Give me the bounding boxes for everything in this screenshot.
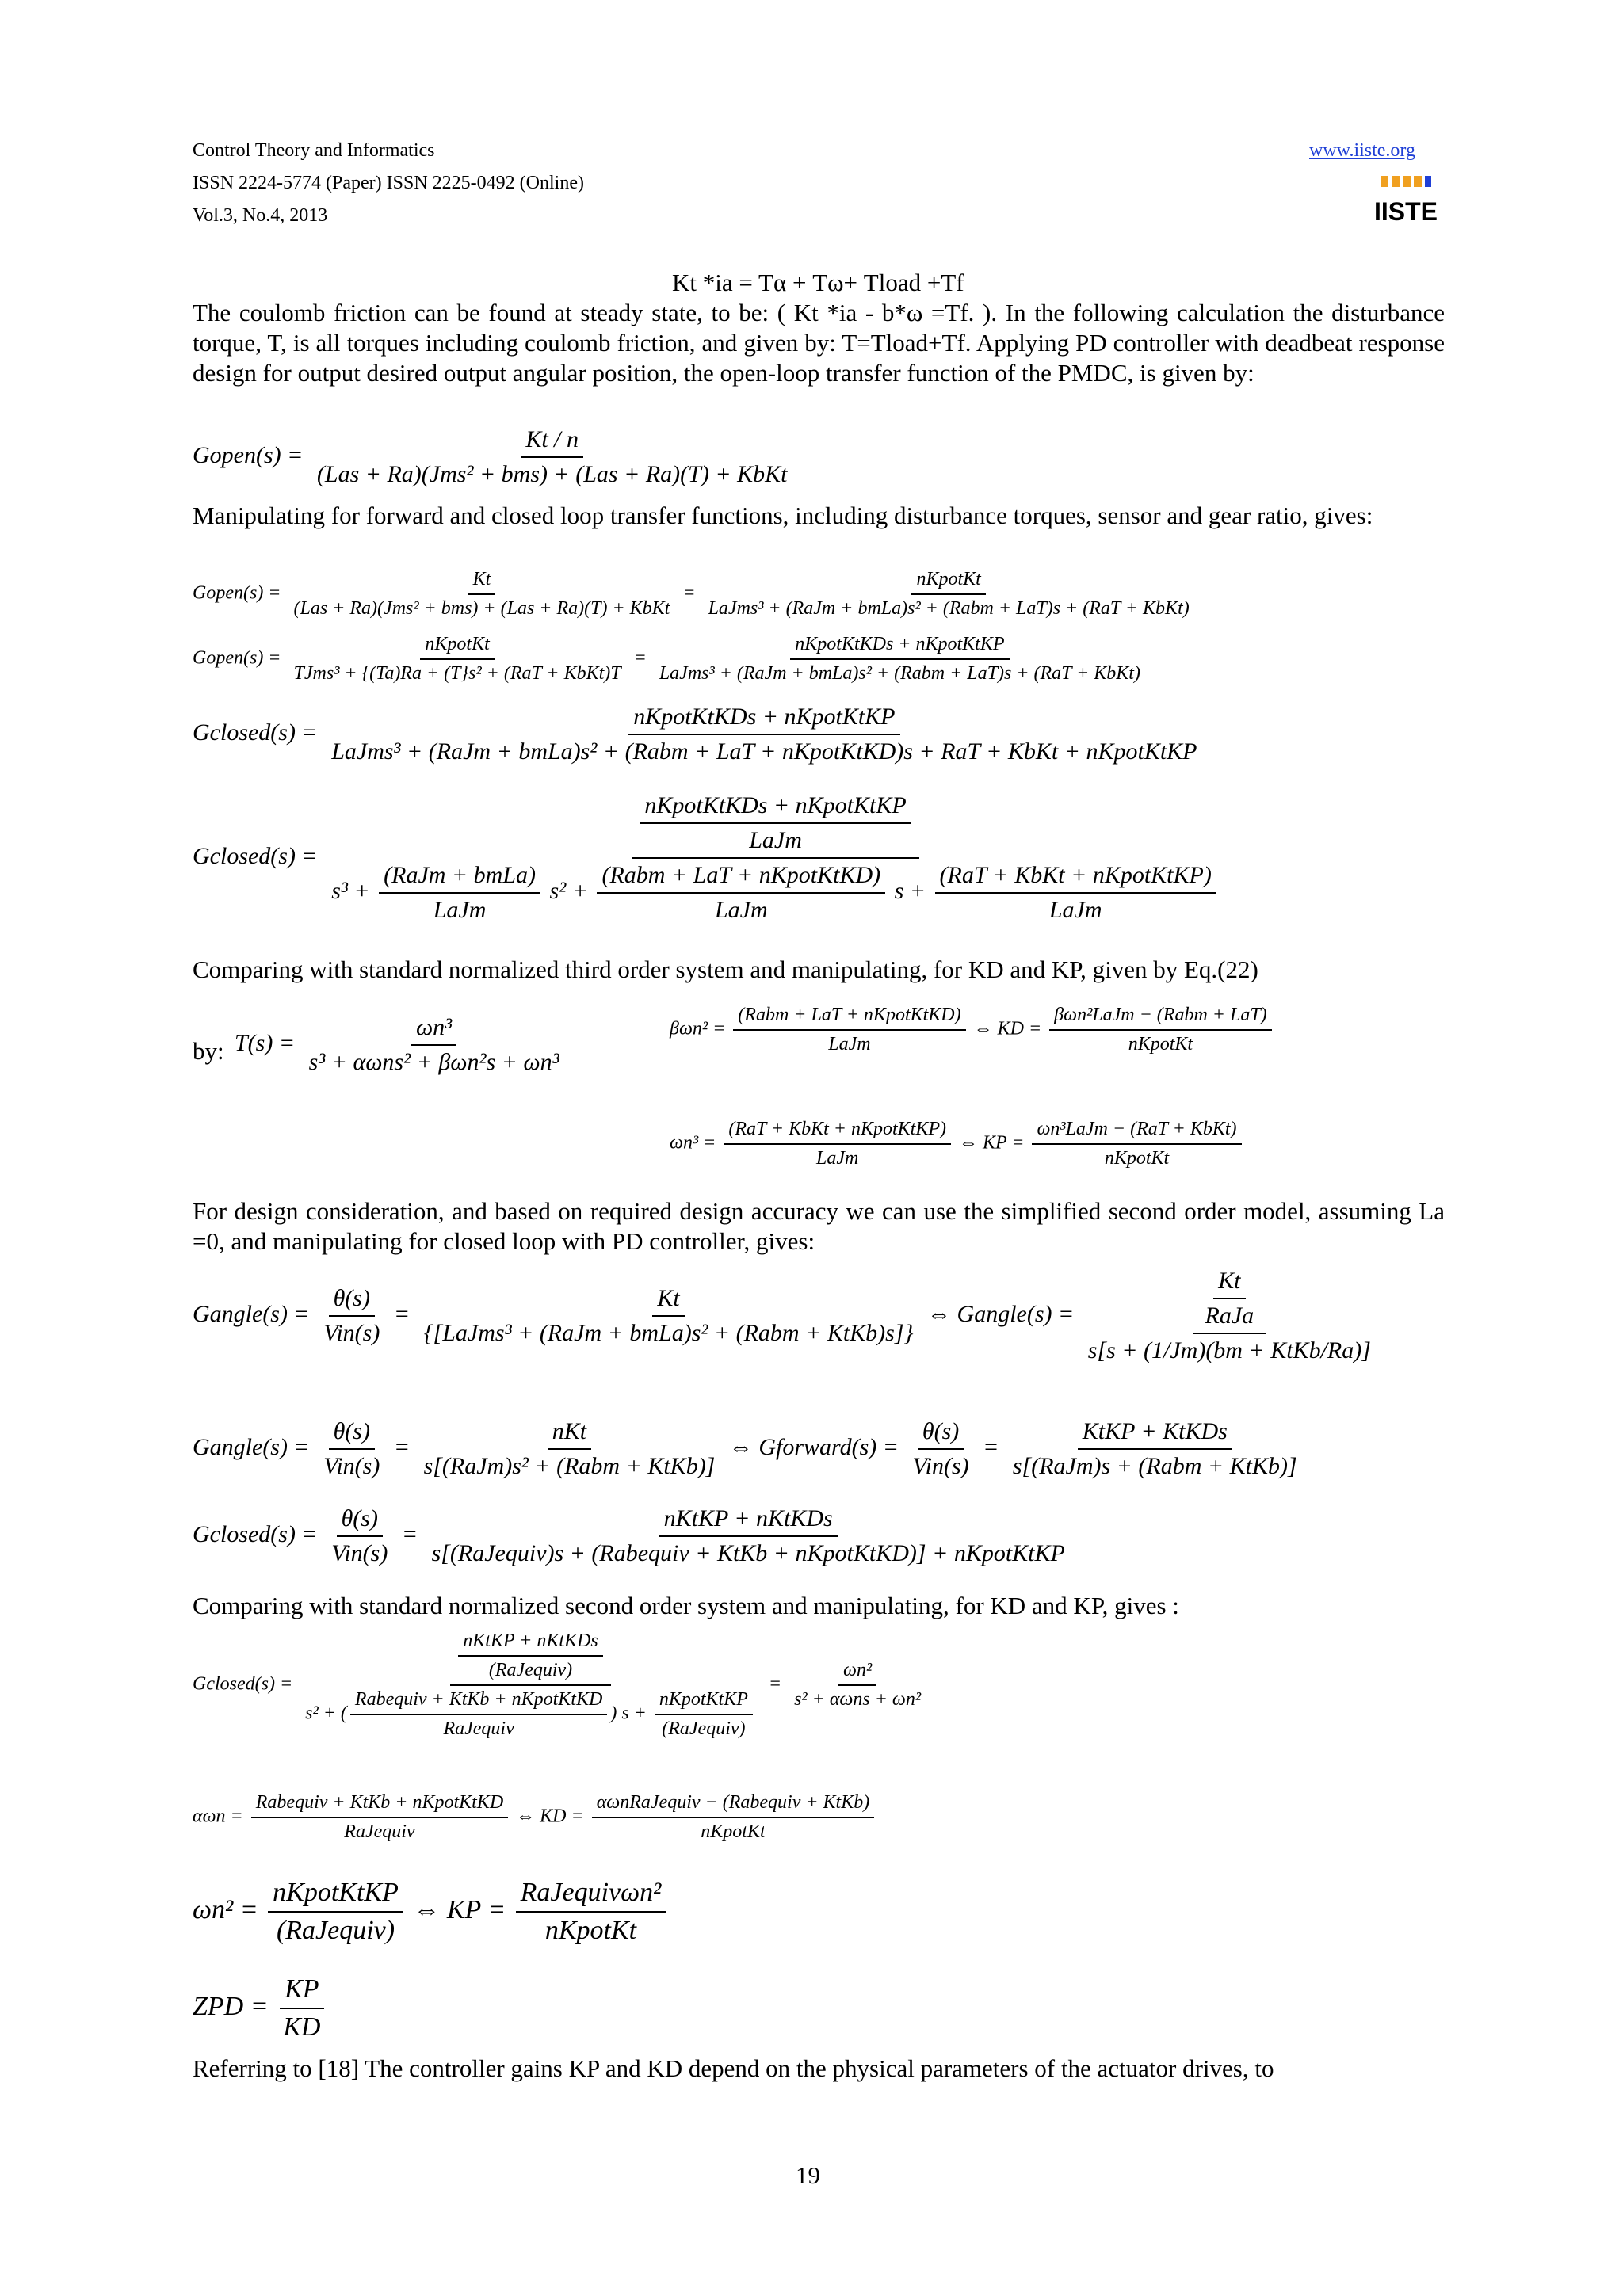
eq-lhs: ωn² = — [193, 1894, 258, 1924]
eq-coef-2-den: LaJm — [433, 897, 487, 923]
eq-inner-numerator: nKpotKtKDs + nKpotKtKP — [640, 792, 911, 824]
eq-numerator-3: θ(s) — [918, 1418, 964, 1450]
eq-lhs: Gclosed(s) = — [193, 1673, 293, 1695]
eq-lhs: Gclosed(s) = — [193, 719, 318, 746]
eq-lhs: ωn³ = — [670, 1132, 716, 1154]
equation-gangle-2: Gangle(s) = $\frac{\theta(s)}{\text{Vin(s)}}$ = $\frac{\text{nKt}}{\text{s[(RaJm)s² + (Rabm + KtKb)]}}$ ⇔ Gforward(s) = $\frac{\theta(s)}{\text{Vin(s)}}$ = $\frac{\text{KtKP + KtKDs}}{\text{s[(RaJm)s + (Rabm + KtKb)]}}$ — [193, 1418, 1305, 1480]
eq-denominator-2: s[(RaJm)s² + (Rabm + KtKb)] — [423, 1453, 716, 1479]
eq-denominator-2: LaJms³ + (RaJm + bmLa)s² + (Rabm + LaT)s + (RaT + KbKt) — [659, 663, 1140, 684]
eq-lhs: Gclosed(s) = — [193, 842, 318, 869]
equation-gclosed-4: Gclosed(s) = $\frac{\text{nKtKP + nKtKDs}}{\text{(RaJequiv)}}$ s² + ( $\frac{\text{Rabequiv + KtKb + nKpotKtKD}}{\text{RaJequiv}}$ ) s + $\frac{\text{nKpotKtKP}}{\text{(RaJequiv)}}$ = $\frac{\text{ωn²}}{\text{s² + αωns + ωn²}}$ — [193, 1630, 929, 1740]
eq-numerator-2: nKt — [548, 1418, 591, 1450]
eq-numerator: nKpotKtKP — [268, 1878, 403, 1913]
eq-numerator-2: Kt — [652, 1285, 684, 1317]
eq-inner-numerator: nKtKP + nKtKDs — [458, 1630, 602, 1657]
eq-denominator: TJms³ + {(Ta)Ra + (T}s² + (RaT + KbKt)T — [293, 663, 621, 684]
eq-lhs: αωn = — [193, 1806, 243, 1827]
eq-numerator: θ(s) — [329, 1418, 375, 1450]
equation-gclosed-2 — [193, 792, 1228, 924]
eq-s2-term: s² + — [305, 1703, 336, 1724]
eq-numerator: Kt / n — [521, 426, 583, 458]
eq-lhs: Gopen(s) = — [193, 582, 281, 604]
eq-denominator-2: nKpotKt — [1104, 1148, 1170, 1169]
eq-lhs: Gangle(s) = — [193, 1433, 310, 1460]
eq-denominator-2: s[(RaJequiv)s + (Rabequiv + KtKb + nKpotKtKD)] + nKpotKtKP — [431, 1540, 1065, 1566]
eq-denominator: Vin(s) — [331, 1540, 388, 1566]
eq-numerator-2: nKpotKtKDs + nKpotKtKP — [790, 634, 1009, 660]
eq-numerator-2: βωn²LaJm − (Rabm + LaT) — [1049, 1005, 1272, 1031]
eq-denominator: LaJm — [828, 1034, 871, 1055]
equation-kp-second-order — [193, 1878, 669, 1946]
eq-coef-0-den: LaJm — [1048, 897, 1102, 923]
paragraph-second-order-model: For design consideration, and based on required design accuracy we can use the simplified second order model, assuming La =0, and manipulating for closed loop with PD controller, gives: — [193, 1197, 1445, 1255]
paragraph-coulomb-friction: The coulomb friction can be found at steady state, to be: ( Kt *ia - b*ω =Tf. ). In the following calculation the disturbance torque, T, is all torques including coulomb friction, and given by: T=Tload+Tf. Applying PD controller with deadbeat response design for output desired output angular position, the open-loop transfer function of the PMDC, is given by: — [193, 299, 1445, 387]
eq-denominator: (Las + Ra)(Jms² + bms) + (Las + Ra)(T) + KbKt — [293, 598, 670, 619]
equation-gclosed-1 — [193, 704, 1205, 765]
eq-numerator-2: ωn³LaJm − (RaT + KbKt) — [1032, 1119, 1241, 1145]
eq-equivalence: ⇔ KP = — [959, 1132, 1025, 1154]
eq-lhs: T(s) = — [235, 1029, 296, 1056]
paragraph-referring: Referring to [18] The controller gains KP and KD depend on the physical parameters of the actuator drives, to — [193, 2054, 1274, 2082]
eq-s1-term: s + — [894, 877, 926, 904]
volume-line: Vol.3, No.4, 2013 — [193, 205, 328, 226]
eq-denominator-2: {[LaJms³ + (RaJm + bmLa)s² + (Rabm + KtKb)s]} — [423, 1320, 914, 1346]
eq-rhs-numerator: ωn² — [838, 1660, 876, 1686]
issn-line: ISSN 2224-5774 (Paper) ISSN 2225-0492 (Online) — [193, 173, 584, 193]
eq-coef-0: (RaT + KbKt + nKpotKtKP) — [935, 862, 1216, 894]
eq-denominator-4: s[(RaJm)s + (Rabm + KtKb)] — [1012, 1453, 1297, 1479]
eq-equivalence: ⇔ KP = — [413, 1894, 506, 1924]
eq-numerator-2: nKpotKt — [911, 569, 985, 595]
website-link[interactable]: www.iiste.org — [1309, 140, 1415, 161]
eq-equivalence: ⇔ Gangle(s) = — [927, 1300, 1075, 1327]
torque-equation: Kt *ia = Tα + Tω+ Tload +Tf — [672, 269, 964, 296]
equation-gangle-1: Gangle(s) = $\frac{\theta(s)}{\text{Vin(s)}}$ = $\frac{Kt}{\text{\{[LaJms³ + (RaJm + bmLa)s² + (Rabm + KtKb)s]\}}}$ ⇔ Gangle(s) = $\frac{\frac{Kt}{\text{RaJa}}}{\text{s[s + (1/Jm)(bm + KtKb/Ra)]}}$ — [193, 1268, 1379, 1364]
eq-numerator-2: RaJequivωn² — [516, 1878, 666, 1913]
eq-numerator: KP — [280, 1974, 323, 2009]
eq-numerator: (Rabm + LaT + nKpotKtKD) — [733, 1005, 965, 1031]
eq-numerator-2: nKtKP + nKtKDs — [659, 1505, 838, 1537]
equation-kd-second-order — [193, 1792, 877, 1843]
eq-numerator-2: αωnRaJequiv − (Rabequiv + KtKb) — [592, 1792, 875, 1818]
eq-numerator: (RaT + KbKt + nKpotKtKP) — [724, 1119, 951, 1145]
equation-kd-third-order — [670, 1005, 1275, 1055]
paragraph-second-order-compare: Comparing with standard normalized second order system and manipulating, for KD and KP, gives : — [193, 1592, 1179, 1619]
eq-rhs-denominator: s² + αωns + ωn² — [794, 1689, 922, 1710]
eq-numerator: Kt — [468, 569, 496, 595]
eq-inner-denominator: (RaJequiv) — [488, 1660, 573, 1680]
eq-denominator: Vin(s) — [323, 1453, 380, 1479]
eq-s3-term: s³ + — [331, 877, 370, 904]
eq-coef-2: (RaJm + bmLa) — [379, 862, 540, 894]
eq-lhs: Gopen(s) = — [193, 441, 304, 468]
by-label: by: — [193, 1037, 224, 1065]
eq-numerator: Rabequiv + KtKb + nKpotKtKD — [251, 1792, 508, 1818]
eq-denominator-2: nKpotKt — [701, 1821, 766, 1842]
iiste-logo — [1373, 171, 1438, 228]
eq-coef-1-den: LaJm — [714, 897, 768, 923]
eq-denominator: (RaJequiv) — [276, 1916, 395, 1945]
eq-denominator: LaJms³ + (RaJm + bmLa)s² + (Rabm + LaT + nKpotKtKD)s + RaT + KbKt + nKpotKtKP — [331, 738, 1197, 765]
eq-equivalence: ⇔ KD = — [973, 1018, 1042, 1039]
eq-denominator-3: Vin(s) — [912, 1453, 969, 1479]
eq-s2-term: s² + — [549, 877, 588, 904]
eq-numerator-4: KtKP + KtKDs — [1078, 1418, 1232, 1450]
eq-denominator: (Las + Ra)(Jms² + bms) + (Las + Ra)(T) + KbKt — [316, 461, 788, 487]
eq-denominator-3: s[s + (1/Jm)(bm + KtKb/Ra)] — [1087, 1337, 1371, 1363]
paragraph-manipulating: Manipulating for forward and closed loop transfer functions, including disturbance torques, sensor and gear ratio, gives: — [193, 502, 1373, 529]
eq-raja: RaJa — [1205, 1302, 1254, 1329]
eq-denominator: Vin(s) — [323, 1320, 380, 1346]
eq-equivalence: ⇔ KD = — [516, 1806, 584, 1827]
eq-inner-denominator: LaJm — [749, 827, 802, 853]
eq-numerator: nKpotKtKDs + nKpotKtKP — [628, 704, 899, 735]
equation-gopen-3: Gopen(s) = $\frac{\text{nKpotKt}}{\text{TJms³ + \{(Ta)Ra + (T\}s² + (RaT + KbKt)T}}$ = $\frac{\text{nKpotKtKDs + nKpotKtKP}}{\text{LaJms³ + (RaJm + bmLa)s² + (Rabm + LaT)s + (RaT + KbKt)}}$ — [193, 634, 1148, 685]
eq-denominator: KD — [283, 2012, 321, 2042]
eq-coef-1: Rabequiv + KtKb + nKpotKtKD — [350, 1689, 607, 1715]
eq-denominator: s³ + αωns² + βωn²s + ωn³ — [308, 1049, 559, 1075]
equation-gopen-1 — [193, 426, 795, 488]
eq-lhs: Gopen(s) = — [193, 647, 281, 669]
paragraph-third-order: Comparing with standard normalized third order system and manipulating, for KD and KP, given by Eq.(22) — [193, 955, 1258, 983]
equation-gclosed-3: Gclosed(s) = $\frac{\theta(s)}{\text{Vin(s)}}$ = $\frac{\text{nKtKP + nKtKDs}}{\text{s[(RaJequiv)s + (Rabequiv + KtKb + nKpotKtKD)] + nKpotKtKP}}$ — [193, 1505, 1073, 1567]
equation-zpd — [193, 1974, 328, 2042]
eq-coef-0: nKpotKtKP — [655, 1689, 753, 1715]
eq-coef-0-den: (RaJequiv) — [662, 1718, 746, 1739]
eq-lhs: Gclosed(s) = — [193, 1520, 318, 1547]
equation-third-order-t — [235, 1014, 567, 1076]
eq-denominator: LaJm — [816, 1148, 859, 1169]
eq-s-term: s + — [621, 1703, 647, 1724]
eq-equals: = — [768, 1673, 782, 1695]
eq-lhs: Gangle(s) = — [193, 1300, 310, 1327]
eq-coef-1: (Rabm + LaT + nKpotKtKD) — [597, 862, 885, 894]
eq-numerator: θ(s) — [329, 1285, 375, 1317]
page-number: 19 — [796, 2161, 820, 2189]
equation-gopen-2: Gopen(s) = $\frac{Kt}{\text{(Las + Ra)(Jms² + bms) + (Las + Ra)(T) + KbKt}}$ = $\frac{\text{nKpotKt}}{\text{LaJms³ + (RaJm + bmLa)s² + (Rabm + LaT)s + (RaT + KbKt)}}$ — [193, 569, 1197, 620]
eq-denominator-2: nKpotKt — [544, 1916, 637, 1945]
eq-numerator: ωn³ — [411, 1014, 456, 1046]
eq-kt: Kt — [1213, 1268, 1245, 1299]
eq-coef-1-den: RaJequiv — [443, 1718, 514, 1739]
journal-title: Control Theory and Informatics — [193, 140, 435, 161]
eq-numerator: nKpotKt — [420, 634, 494, 660]
eq-numerator: θ(s) — [337, 1505, 383, 1537]
eq-equivalence: ⇔ Gforward(s) = — [728, 1433, 899, 1460]
equation-kp-third-order — [670, 1119, 1245, 1169]
eq-denominator-2: nKpotKt — [1128, 1034, 1193, 1055]
eq-denominator-2: LaJms³ + (RaJm + bmLa)s² + (Rabm + LaT)s + (RaT + KbKt) — [708, 598, 1190, 619]
eq-lhs: ZPD = — [193, 1991, 269, 2021]
eq-lhs: βωn² = — [670, 1018, 726, 1039]
eq-denominator: RaJequiv — [344, 1821, 415, 1842]
logo-text: IISTE — [1373, 197, 1438, 226]
